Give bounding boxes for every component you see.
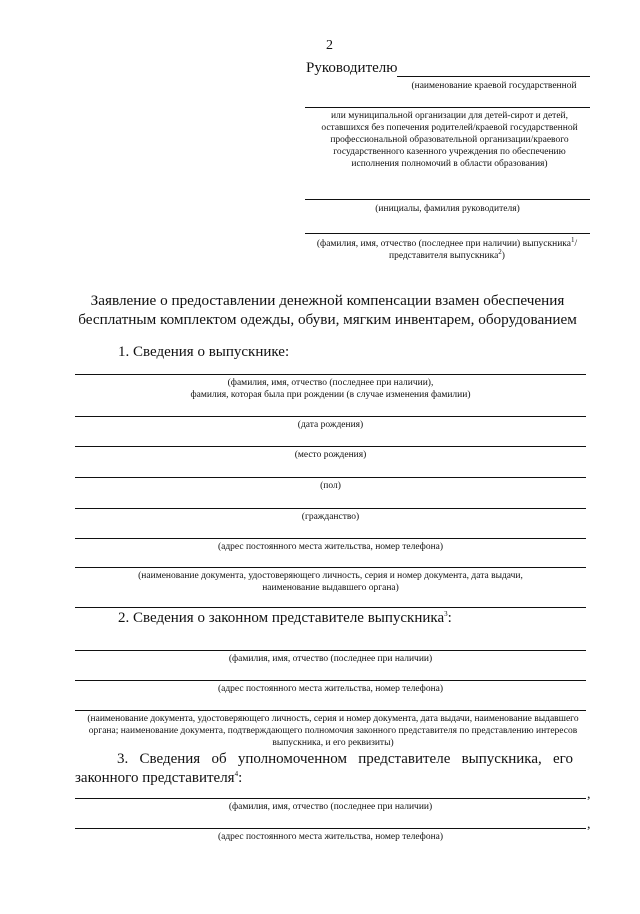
org-caption-2: или муниципальной организации для детей-сирот и детей, оставшихся без попечения родителей/краевой государственной профессиональной образовательной организации/краевого государственного казенного учреждения по обеспечению исполнения полномочий в области образования): [321, 111, 578, 169]
org-caption-1: (наименование краевой государственной: [411, 81, 577, 91]
caption-rep-address: (адрес постоянного места жительства, номер телефона): [217, 684, 444, 694]
caption-birthplace: (место рождения): [294, 450, 367, 460]
caption-sex: (пол): [320, 481, 341, 491]
section3-heading: 3. Сведения об уполномоченном представителе выпускника, его законного представителя$^4$:: [75, 751, 573, 786]
field-line-id-document: [75, 567, 586, 568]
addressee-label: Руководителю: [306, 60, 398, 76]
page-number: 2: [326, 38, 333, 53]
caption-proxy-name: (фамилия, имя, отчество (последнее при наличии): [228, 802, 433, 812]
applicant-caption: (фамилия, имя, отчество (последнее при наличии) выпускника$^1$/ представителя выпускника$^2$): [316, 235, 578, 261]
caption-citizenship: (гражданство): [301, 512, 360, 522]
caption-rep-document: (наименование документа, удостоверяющего личность, серия и номер документа, дата выдачи, наименование выдавшего органа; наименование документа, подтверждающего полномочия законного представителя по представлению интересов выпускника, и его реквизиты): [87, 714, 579, 748]
field-line-name: [75, 374, 586, 375]
field-line-rep-name: [75, 650, 586, 651]
field-line-rep-address: [75, 680, 586, 681]
head-caption: (инициалы, фамилия руководителя): [375, 204, 520, 214]
field-line-birthplace: [75, 446, 586, 447]
section1-heading: 1. Сведения о выпускнике:: [118, 344, 290, 360]
caption-proxy-address: (адрес постоянного места жительства, номер телефона): [217, 832, 444, 842]
caption-name: (фамилия, имя, отчество (последнее при наличии), фамилия, которая была при рождении (в случае изменения фамилии): [190, 378, 471, 400]
org-line-1: [397, 76, 590, 77]
field-line-proxy-address: [75, 828, 586, 829]
caption-id-document: (наименование документа, удостоверяющего личность, серия и номер документа, дата выдачи, наименование выдавшего органа): [138, 571, 523, 593]
document-title: Заявление о предоставлении денежной компенсации взамен обеспечения бесплатным комплектом одежды, обуви, мягким инвентарем, оборудованием: [78, 292, 577, 328]
field-line-birthdate: [75, 416, 586, 417]
caption-address: (адрес постоянного места жительства, номер телефона): [217, 542, 444, 552]
field-line-address: [75, 538, 586, 539]
applicant-line: [305, 233, 590, 234]
caption-rep-name: (фамилия, имя, отчество (последнее при наличии): [228, 654, 433, 664]
proxy-name-comma: ,: [587, 787, 591, 802]
section2-heading: 2. Сведения о законном представителе выпускника$^3$:: [118, 610, 452, 626]
field-line-section1-end: [75, 607, 586, 608]
field-line-citizenship: [75, 508, 586, 509]
field-line-proxy-name: [75, 798, 586, 799]
field-line-sex: [75, 477, 586, 478]
proxy-address-comma: ,: [587, 817, 591, 832]
field-line-rep-document: [75, 710, 586, 711]
org-line-2: [305, 107, 590, 108]
head-line: [305, 199, 590, 200]
caption-birthdate: (дата рождения): [297, 420, 364, 430]
